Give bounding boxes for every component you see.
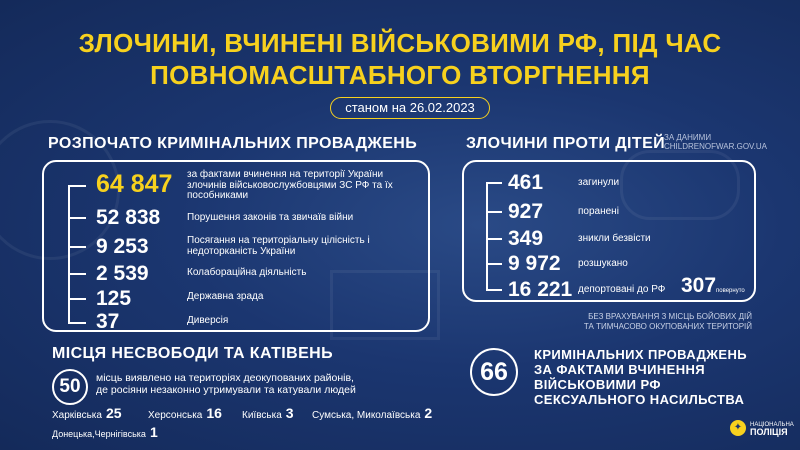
date-badge: станом на 26.02.2023 xyxy=(330,97,490,119)
children-heading: ЗЛОЧИНИ ПРОТИ ДІТЕЙ xyxy=(466,135,666,152)
children-value-returned: 307 xyxy=(681,274,717,297)
sexual-count-circle xyxy=(470,348,518,396)
region-item: Донецька,Чернігівська 1 xyxy=(52,424,158,440)
sexual-line2: ЗА ФАКТАМИ ВЧИНЕННЯ xyxy=(534,362,706,377)
children-note-line1: БЕЗ ВРАХУВАННЯ З МІСЦЬ БОЙОВИХ ДІЙ xyxy=(588,312,752,321)
children-label-deported: депортовані до РФ xyxy=(578,284,666,295)
detention-count-circle xyxy=(52,369,88,405)
criminal-value-treason: 125 xyxy=(96,287,132,310)
criminal-desc-sabotage: Диверсія xyxy=(187,315,229,326)
criminal-tick xyxy=(68,217,86,219)
children-value-deported: 16 221 xyxy=(508,278,573,301)
region-item: Київська 3 xyxy=(242,405,294,421)
children-tick xyxy=(486,182,502,184)
police-logo-line2: ПОЛІЦІЯ xyxy=(750,427,788,437)
region-item: Херсонська 16 xyxy=(148,405,222,421)
criminal-desc-total: за фактами вчинення на території України злочинів військовослужбовцями ЗС РФ та їх пособниками xyxy=(187,169,393,201)
criminal-tick xyxy=(68,322,86,324)
children-label-killed: загинули xyxy=(578,177,620,188)
children-tick xyxy=(486,211,502,213)
region-item: Харківська 25 xyxy=(52,405,122,421)
children-source-label: ЗА ДАНИМИ xyxy=(664,133,712,142)
criminal-value-sabotage: 37 xyxy=(96,310,120,333)
children-note-line2: ТА ТИМЧАСОВО ОКУПОВАНИХ ТЕРИТОРІЙ xyxy=(583,322,752,331)
children-label-missing: зникли безвісти xyxy=(578,233,651,244)
page-title-line1: ЗЛОЧИНИ, ВЧИНЕНІ ВІЙСЬКОВИМИ РФ, ПІД ЧАС xyxy=(78,28,722,58)
police-logo-line1: НАЦІОНАЛЬНА xyxy=(750,422,794,428)
detention-desc-line1: місць виявлено на територіях деокупованих районів, xyxy=(96,372,354,384)
criminal-tick xyxy=(68,298,86,300)
children-value-killed: 461 xyxy=(508,171,544,194)
criminal-timeline xyxy=(68,185,70,323)
sexual-count: 66 xyxy=(480,358,508,386)
children-tick xyxy=(486,263,502,265)
children-label-found: розшукано xyxy=(578,258,628,269)
criminal-desc-treason: Державна зрада xyxy=(187,291,264,302)
children-tick xyxy=(486,289,502,291)
children-source-url: CHILDRENOFWAR.GOV.UA xyxy=(664,142,767,151)
detention-count: 50 xyxy=(59,376,81,397)
criminal-desc-collab: Колабораційна діяльність xyxy=(187,267,307,278)
children-value-wounded: 927 xyxy=(508,200,544,223)
criminal-desc-integrity: Посягання на територіальну цілісність і недоторканість України xyxy=(187,235,370,257)
sexual-line4: СЕКСУАЛЬНОГО НАСИЛЬСТВА xyxy=(534,392,745,407)
page-title-line2: ПОВНОМАСШТАБНОГО ВТОРГНЕННЯ xyxy=(150,60,650,90)
criminal-value-collab: 2 539 xyxy=(96,262,149,285)
sexual-line3: ВІЙСЬКОВИМИ РФ xyxy=(534,377,661,392)
children-label-wounded: поранені xyxy=(578,206,619,217)
sexual-line1: КРИМІНАЛЬНИХ ПРОВАДЖЕНЬ xyxy=(534,347,747,362)
children-value-missing: 349 xyxy=(508,227,544,250)
criminal-tick xyxy=(68,273,86,275)
children-value-found: 9 972 xyxy=(508,252,561,275)
criminal-tick xyxy=(68,185,86,187)
police-logo-icon: ✦ xyxy=(730,420,746,436)
criminal-heading: РОЗПОЧАТО КРИМІНАЛЬНИХ ПРОВАДЖЕНЬ xyxy=(48,135,418,152)
criminal-value-integrity: 9 253 xyxy=(96,235,149,258)
region-item: Сумська, Миколаївська 2 xyxy=(312,405,433,421)
children-tick xyxy=(486,238,502,240)
children-timeline xyxy=(486,182,488,290)
children-label-returned: повернуто xyxy=(716,288,745,294)
detention-desc-line2: де росіяни незаконно утримували та катували людей xyxy=(96,384,356,396)
criminal-tick xyxy=(68,246,86,248)
criminal-value-total: 64 847 xyxy=(96,170,173,198)
criminal-desc-laws: Порушення законів та звичаїв війни xyxy=(187,212,354,223)
detention-heading: МІСЦЯ НЕСВОБОДИ ТА КАТІВЕНЬ xyxy=(52,345,334,362)
criminal-value-laws: 52 838 xyxy=(96,206,161,229)
